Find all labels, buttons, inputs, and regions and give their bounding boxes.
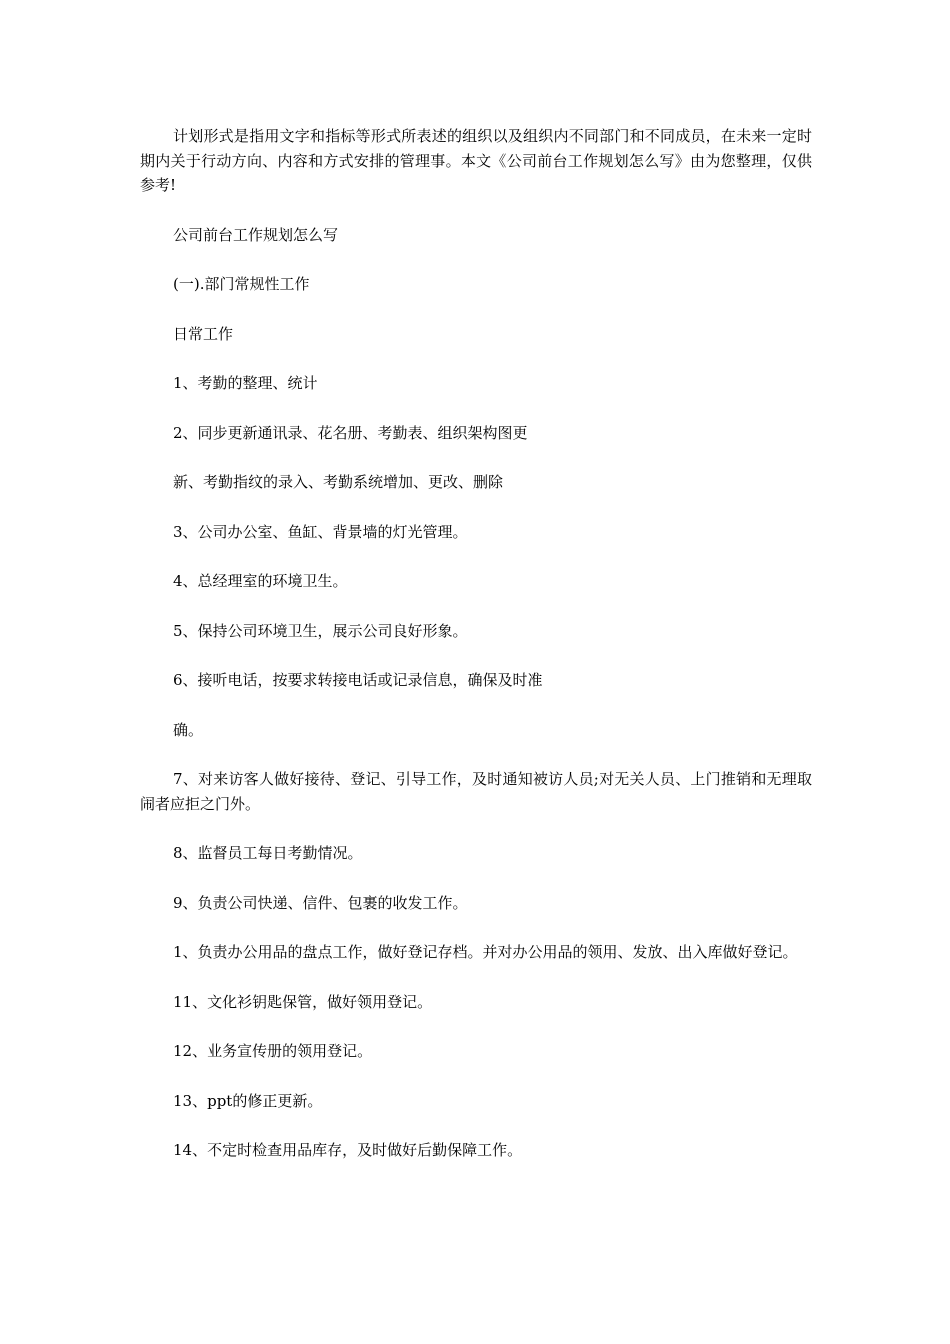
list-item-continuation: 确。 xyxy=(173,720,204,739)
document-heading: 公司前台工作规划怎么写 xyxy=(173,225,339,244)
list-item: 6、接听电话，按要求转接电话或记录信息，确保及时准 xyxy=(173,671,543,689)
list-item: 12、业务宣传册的领用登记。 xyxy=(173,1042,373,1060)
list-item: 14、不定时检查用品库存，及时做好后勤保障工作。 xyxy=(173,1141,523,1159)
subsection-heading: 日常工作 xyxy=(173,324,234,343)
document-body xyxy=(140,124,812,1188)
list-item: 7、对来访客人做好接待、登记、引导工作，及时通知被访人员;对无关人员、上门推销和无理取闹者应拒之门外。 xyxy=(140,770,812,813)
list-item: 9、负责公司快递、信件、包裹的收发工作。 xyxy=(173,893,468,912)
list-item: 5、保持公司环境卫生，展示公司良好形象。 xyxy=(173,621,468,640)
list-item-continuation: 新、考勤指纹的录入、考勤系统增加、更改、删除 xyxy=(173,473,504,491)
list-item: 1、考勤的整理、统计 xyxy=(173,374,318,392)
list-item: 11、文化衫钥匙保管，做好领用登记。 xyxy=(173,992,433,1011)
section-heading: (一).部门常规性工作 xyxy=(173,275,310,293)
list-item: 4、总经理室的环境卫生。 xyxy=(173,572,348,590)
list-item: 8、监督员工每日考勤情况。 xyxy=(173,844,363,862)
list-item: 2、同步更新通讯录、花名册、考勤表、组织架构图更 xyxy=(173,423,528,442)
list-item: 1、负责办公用品的盘点工作，做好登记存档。并对办公用品的领用、发放、出入库做好登记。 xyxy=(173,943,798,961)
intro-paragraph: 计划形式是指用文字和指标等形式所表述的组织以及组织内不同部门和不同成员，在未来一定时期内关于行动方向、内容和方式安排的管理事。本文《公司前台工作规划怎么写》由为您整理，仅供参考! xyxy=(140,127,812,194)
list-item: 13、ppt的修正更新。 xyxy=(173,1091,323,1110)
list-item: 3、公司办公室、鱼缸、背景墙的灯光管理。 xyxy=(173,522,468,541)
